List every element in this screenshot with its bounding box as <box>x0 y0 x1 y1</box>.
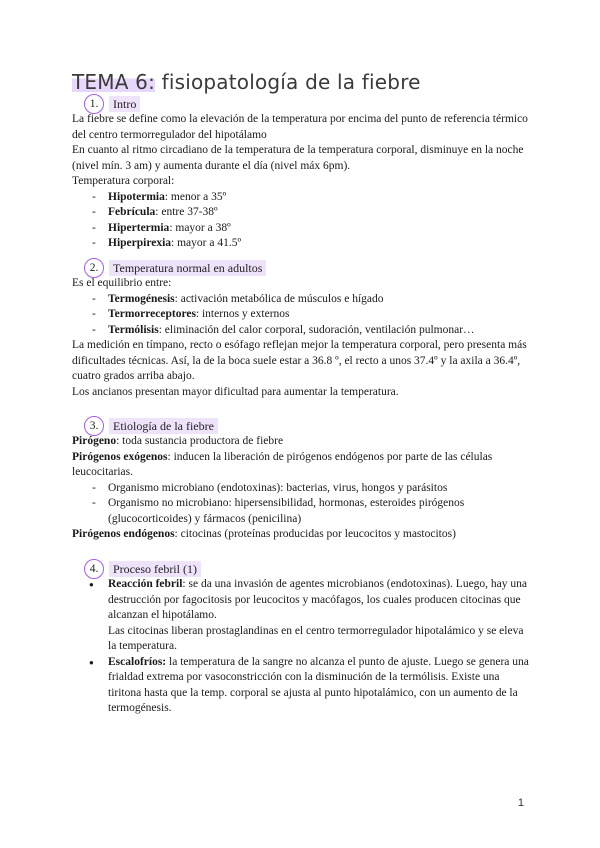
paragraph: La medición en tímpano, recto o esófago reflejan mejor la temperatura corporal, pero presenta más dificultades técnicas. Así, la de la boca suele estar a 36.8 º, el recto a unos 37.4º y la axila a 36.4º, cuatro grados arriba abajo. <box>72 339 527 382</box>
section-number: 2. <box>84 258 104 278</box>
paragraph: Pirógenos exógenos: inducen la liberación de pirógenos endógenos por parte de las células leucocitarias. <box>72 450 493 478</box>
section-heading-febrile-process <box>84 559 201 579</box>
list-item: - Hiperpirexia: mayor a 41.5º <box>72 236 532 252</box>
section-label: Proceso febril (1) <box>109 561 201 577</box>
paragraph: Los ancianos presentan mayor dificultad para aumentar la temperatura. <box>72 385 399 398</box>
paragraph: Es el equilibrio entre: <box>72 277 172 289</box>
section-febrile-process-body <box>72 577 532 717</box>
list-item: - Hipotermia: menor a 35º <box>72 190 532 206</box>
paragraph: Temperatura corporal: <box>72 175 175 187</box>
paragraph: En cuanto al ritmo circadiano de la temperatura de la temperatura corporal, disminuye en la noche (nivel mín. 3 am) y aumenta durante el día (nivel máx 6pm). <box>72 144 524 172</box>
section-number: 3. <box>84 416 104 436</box>
page-title <box>72 68 421 96</box>
paragraph: Pirógeno: toda sustancia productora de fiebre <box>72 435 284 447</box>
temperature-list <box>72 190 532 252</box>
section-intro-body <box>72 112 532 252</box>
list-item: - Termorreceptores: internos y externos <box>72 307 532 323</box>
list-item: ● Escalofríos: la temperatura de la sangre no alcanza el punto de ajuste. Luego se genera una frialdad extrema por vasoconstricción con la disminución de la termólisis. Existe una tiritona hasta que la temp. corporal se ajusta al punto hipotalámico, con un aumento de la termogénesis. <box>72 655 532 717</box>
section-label: Etiología de la fiebre <box>109 418 218 434</box>
febrile-process-list <box>72 577 532 717</box>
paragraph: Pirógenos endógenos: citocinas (proteínas producidas por leucocitos y mastocitos) <box>72 528 456 540</box>
section-heading-intro <box>84 94 140 114</box>
list-item: ● Reacción febril: se da una invasión de agentes microbianos (endotoxinas). Luego, hay una destrucción por fagocitosis por leucocitos y macófagos, los cuales producen citocinas que alcanzan el hipotálamo. Las citocinas liberan prostaglandinas en el centro termorregulador hipotalámico y se eleva la temperatura. <box>72 577 532 655</box>
page-number: 1 <box>517 797 524 809</box>
equilibrium-list <box>72 292 532 339</box>
paragraph: La fiebre se define como la elevación de la temperatura por encima del punto de referencia térmico del centro termorregulador del hipotálamo <box>72 113 528 141</box>
list-item: - Febrícula: entre 37-38º <box>72 205 532 221</box>
section-heading-etiology <box>84 416 218 436</box>
section-number: 4. <box>84 559 104 579</box>
list-item: - Hipertermia: mayor a 38º <box>72 221 532 237</box>
section-etiology-body <box>72 434 532 543</box>
section-normal-temp-body <box>72 276 532 400</box>
list-item: - Organismo microbiano (endotoxinas): bacterias, virus, hongos y parásitos <box>72 481 532 497</box>
section-number: 1. <box>84 94 104 114</box>
section-label: Intro <box>109 96 140 112</box>
section-heading-normal-temp <box>84 258 266 278</box>
list-item: - Termogénesis: activación metabólica de músculos e hígado <box>72 292 532 308</box>
list-item: - Organismo no microbiano: hipersensibilidad, hormonas, esteroides pirógenos (glucocorticoides) y fármacos (penicilina) <box>72 496 532 527</box>
title-rest: fisiopatología de la fiebre <box>155 70 421 94</box>
section-label: Temperatura normal en adultos <box>109 260 266 276</box>
list-item: - Termólisis: eliminación del calor corporal, sudoración, ventilación pulmonar… <box>72 323 532 339</box>
exogenous-list <box>72 481 532 528</box>
title-topic: TEMA 6: <box>72 70 156 94</box>
